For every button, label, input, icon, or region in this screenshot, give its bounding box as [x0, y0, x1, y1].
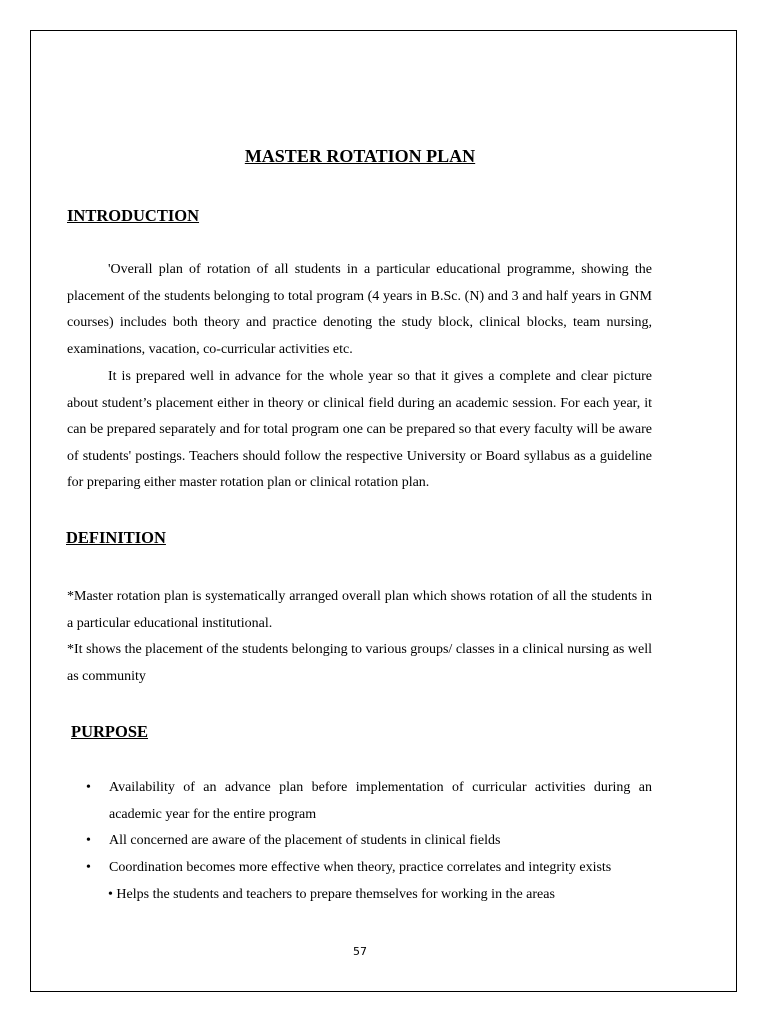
bullet-icon: •	[86, 859, 91, 875]
list-item	[86, 775, 652, 828]
list-item	[86, 855, 652, 882]
purpose-extra-line: • Helps the students and teachers to prepare themselves for working in the areas	[108, 887, 555, 902]
purpose-item-text: All concerned are aware of the placement of students in clinical fields	[109, 833, 501, 849]
purpose-list	[86, 775, 652, 881]
purpose-item-text: Availability of an advance plan before implementation of curricular activities during an academic year for the entire program	[109, 780, 652, 822]
introduction-paragraph-2: It is prepared well in advance for the whole year so that it gives a complete and clear picture about student’s placement either in theory or clinical field during an academic session. For each year, it can be prepared separately and for total program one can be prepared so that every faculty will be aware of students' postings. Teachers should follow the respective University or Board syllabus as a guideline for preparing either master rotation plan or clinical rotation plan.	[67, 369, 652, 491]
definition-heading: DEFINITION	[66, 528, 166, 547]
introduction-heading: INTRODUCTION	[67, 206, 200, 225]
bullet-icon: •	[86, 833, 91, 849]
introduction-paragraph-1: 'Overall plan of rotation of all students in a particular educational programme, showing the placement of the students belonging to total program (4 years in B.Sc. (N) and 3 and half years in GNM courses) includes both theory and practice denoting the study block, clinical blocks, team nursing, examinations, vacation, co-curricular activities etc.	[67, 262, 652, 357]
purpose-item-text: Coordination becomes more effective when theory, practice correlates and integrity exists	[109, 859, 612, 875]
definition-item-2: *It shows the placement of the students belonging to various groups/ classes in a clinical nursing as well as community	[67, 642, 652, 684]
page-number: 57	[353, 945, 367, 958]
page-title: MASTER ROTATION PLAN	[244, 146, 476, 166]
list-item	[86, 828, 652, 855]
bullet-icon: •	[86, 780, 91, 795]
purpose-heading: PURPOSE	[71, 722, 149, 741]
definition-item-1: *Master rotation plan is systematically arranged overall plan which shows rotation of all the students in a particular educational institutional.	[67, 589, 652, 631]
